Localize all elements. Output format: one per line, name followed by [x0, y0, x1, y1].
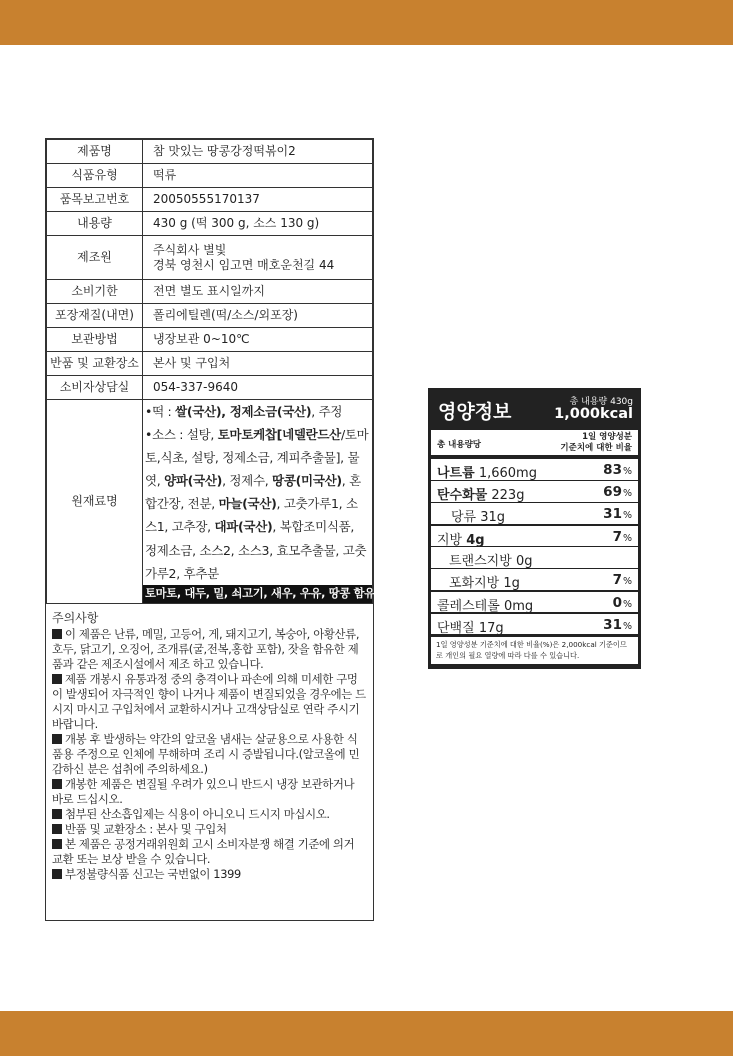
- row-value: 참 맛있는 땅콩강정떡볶이2: [143, 140, 373, 164]
- caution-item: 첨부된 산소흡입제는 식용이 아니오니 드시지 마십시오.: [52, 807, 367, 822]
- table-row: [47, 352, 373, 376]
- nutrition-title: 영양정보: [438, 401, 512, 423]
- caution-item: 개봉 후 발생하는 약간의 알코올 냄새는 살균용으로 사용한 식품용 주정으로 인체에 무해하며 조리 시 증발됩니다.(알코올에 민감하신 분은 섭취에 주의하세요.): [52, 731, 360, 776]
- row-label: 제품명: [47, 140, 143, 164]
- row-label: 내용량: [47, 212, 143, 236]
- table-row: [47, 188, 373, 212]
- caution-title: 주의사항: [52, 610, 99, 625]
- basis-right: 1일 영양성분 기준치에 대한 비율: [560, 432, 632, 453]
- top-accent-band: [0, 0, 733, 45]
- nutrient-row-fat: 지방 4g 7%: [431, 524, 638, 546]
- table-row: [47, 236, 373, 280]
- row-label: 보관방법: [47, 328, 143, 352]
- nutrition-body: [431, 430, 638, 664]
- basis-left: 총 내용량당: [437, 440, 482, 450]
- row-value: 20050555170137: [143, 188, 373, 212]
- table-row: [47, 212, 373, 236]
- table-row: [47, 328, 373, 352]
- square-bullet-icon: [52, 869, 62, 879]
- row-label: 소비기한: [47, 280, 143, 304]
- nutrition-basis: [431, 430, 638, 458]
- bottom-accent-band: [0, 1011, 733, 1056]
- manufacturer-address: 경북 영천시 임고면 매호운천길 44: [153, 257, 335, 272]
- row-label: 소비자상담실: [47, 376, 143, 400]
- caution-item: 본 제품은 공정거래위원회 고시 소비자분쟁 해결 기준에 의거 교환 또는 보상 받을 수 있습니다.: [52, 836, 355, 866]
- nutrient-row-cholesterol: 콜레스테롤 0mg 0%: [431, 590, 638, 612]
- manufacturer-name: 주식회사 별빛: [153, 242, 227, 257]
- caution-item: 반품 및 교환장소 : 본사 및 구입처: [52, 822, 367, 837]
- calories: 1,000kcal: [554, 406, 633, 422]
- row-label: 원재료명: [47, 400, 143, 604]
- nutrient-row-sugars: 당류 31g 31%: [431, 502, 638, 524]
- product-info-table: [45, 138, 374, 921]
- nutrition-panel: [428, 388, 641, 669]
- nutrient-row-sodium: 나트륨 1,660mg 83%: [431, 458, 638, 480]
- row-label: 품목보고번호: [47, 188, 143, 212]
- row-label: 포장재질(내면): [47, 304, 143, 328]
- table-row: [47, 376, 373, 400]
- nutrition-footnote: 1일 영양성분 기준치에 대한 비율(%)은 2,000kcal 기준이므로 개인의 필요 열량에 따라 다를 수 있습니다.: [431, 634, 638, 670]
- row-value: 430 g (떡 300 g, 소스 130 g): [143, 212, 373, 236]
- caution-item: 이 제품은 난류, 메밀, 고등어, 게, 돼지고기, 복숭아, 아황산류, 호두, 닭고기, 오징어, 조개류(굴,전복,홍합 포함), 잣을 함유한 제품과 같은 제조시설에서 제조 하고 있습니다.: [52, 626, 360, 671]
- nutrient-row-saturated-fat: 포화지방 1g 7%: [431, 568, 638, 590]
- table-row: [47, 280, 373, 304]
- row-value: 전면 별도 표시일까지: [143, 280, 373, 304]
- raw-materials: [143, 400, 373, 604]
- nutrient-row-carbohydrate: 탄수화물 223g 69%: [431, 480, 638, 502]
- table-row: [47, 164, 373, 188]
- nutrient-row-protein: 단백질 17g 31%: [431, 612, 638, 634]
- nutrition-header: [431, 392, 638, 430]
- allergen-banner: 토마토, 대두, 밀, 쇠고기, 새우, 우유, 땅콩 함유: [143, 585, 372, 603]
- row-value: 냉장보관 0~10℃: [143, 328, 373, 352]
- row-value: 본사 및 구입처: [143, 352, 373, 376]
- table-row: [47, 304, 373, 328]
- row-value: 떡류: [143, 164, 373, 188]
- row-value: 054-337-9640: [143, 376, 373, 400]
- caution-item: 제품 개봉시 유통과정 중의 충격이나 파손에 의해 미세한 구멍이 발생되어 자극적인 향이 나거나 제품이 변질되었을 경우에는 드시지 마시고 구입처에서 교환하시거나 고객상담실로 연락 주시기 바랍니다.: [52, 671, 366, 731]
- row-value: [143, 236, 373, 280]
- row-label: 제조원: [47, 236, 143, 280]
- table-row: [47, 140, 373, 164]
- square-bullet-icon: [52, 809, 62, 819]
- caution-item: 부정불량식품 신고는 국번없이 1399: [52, 867, 367, 882]
- row-label: 식품유형: [47, 164, 143, 188]
- square-bullet-icon: [52, 839, 62, 849]
- row-label: 반품 및 교환장소: [47, 352, 143, 376]
- square-bullet-icon: [52, 674, 62, 684]
- table-row: [47, 400, 373, 604]
- square-bullet-icon: [52, 824, 62, 834]
- square-bullet-icon: [52, 779, 62, 789]
- caution-section: [46, 604, 373, 920]
- total-amount: 총 내용량 430g: [569, 397, 633, 407]
- square-bullet-icon: [52, 629, 62, 639]
- nutrient-row-trans-fat: 트랜스지방 0g: [431, 546, 638, 568]
- row-value: 폴리에틸렌(떡/소스/외포장): [143, 304, 373, 328]
- square-bullet-icon: [52, 734, 62, 744]
- caution-item: 개봉한 제품은 변질될 우려가 있으니 반드시 냉장 보관하거나 바로 드십시오.: [52, 776, 355, 806]
- raw-materials-text: •떡 : 쌀(국산), 정제소금(국산), 주정 •소스 : 설탕, 토마토케찹[네델란드산/토마토,식초, 설탕, 정제소금, 계피추출물], 물엿, 양파(국산), 정제수, 땅콩(미국산), 혼합간장, 전분, 마늘(국산), 고춧가루1, 소스1, 고추장, 대파(국산), 복합조미식품, 정제소금, 소스2, 소스3, 효모추출물, 고춧가루2, 후추분: [145, 404, 369, 581]
